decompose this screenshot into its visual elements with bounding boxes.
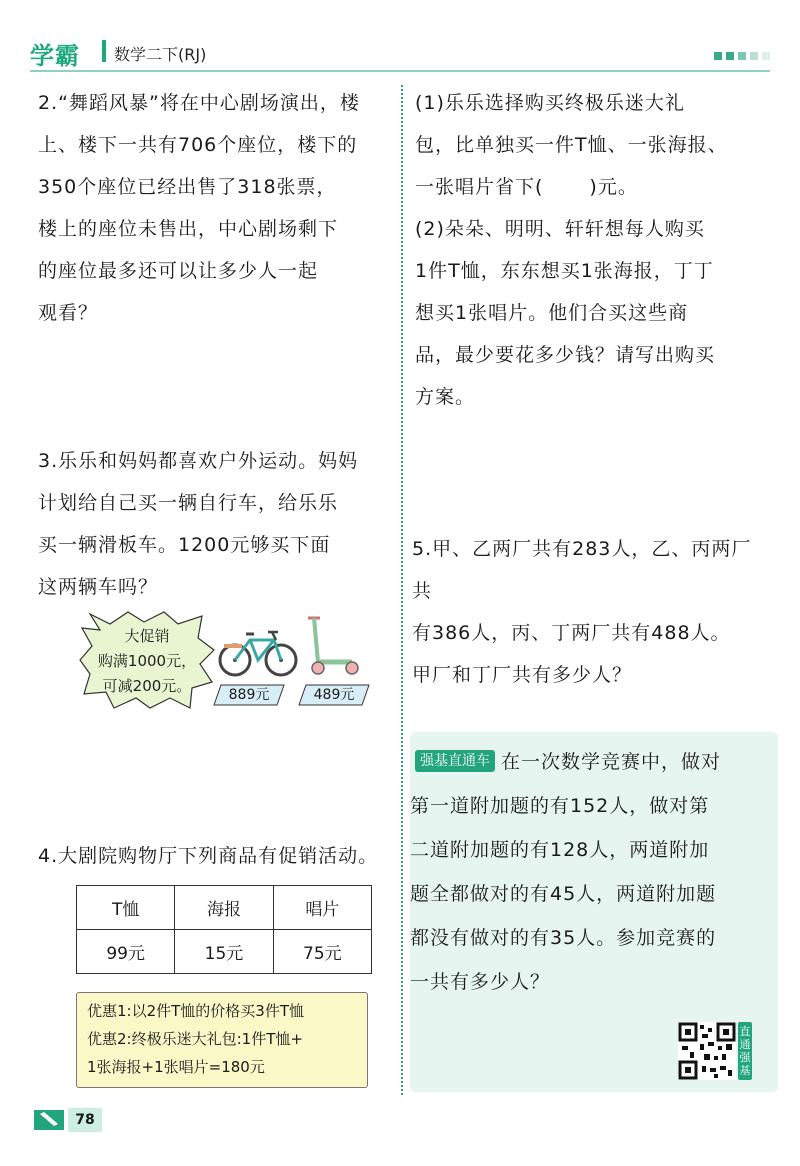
basic-line: 第一道附加题的有152人，做对第	[410, 795, 710, 817]
table-header-cell: T恤	[77, 886, 175, 930]
question-4-intro	[38, 835, 398, 877]
promo-line: 购满1000元，	[97, 652, 197, 670]
scooter-image	[302, 612, 362, 682]
q3-line: 3.乐乐和妈妈都喜欢户外运动。妈妈	[38, 450, 359, 472]
header-rule	[30, 70, 770, 72]
q4-part1-end	[415, 166, 760, 208]
q4-part1-line: 包，比单独买一件T恤、一张海报、	[415, 134, 728, 156]
bicycle-icon	[218, 622, 298, 678]
subject-title: 数学二下(RJ)	[114, 45, 207, 64]
q2-line: 观看？	[38, 302, 99, 324]
logo-separator	[102, 40, 106, 62]
q4-part1-end-before: 一张唱片省下(	[415, 176, 544, 198]
header-dot	[750, 52, 758, 60]
table-row	[77, 886, 372, 930]
header-dot	[738, 52, 746, 60]
basic-badge: 强基直通车	[415, 750, 495, 772]
price-table	[76, 885, 372, 974]
question-5	[412, 528, 762, 696]
offer-line: 1张海报+1张唱片=180元	[87, 1058, 265, 1076]
q2-line: 楼上的座位未售出，中心剧场剩下	[38, 218, 339, 240]
table-cell: 99元	[77, 930, 175, 974]
offer-box	[76, 992, 368, 1088]
q3-line: 计划给自己买一辆自行车，给乐乐	[38, 492, 339, 514]
page-number: 78	[68, 1108, 102, 1132]
header-dot	[726, 52, 734, 60]
basic-line: 都没有做对的有35人。参加竞赛的	[410, 927, 717, 949]
q4-part1-end-after: )元。	[589, 176, 638, 198]
page-header	[30, 34, 770, 74]
basic-section	[410, 740, 762, 1004]
q5-line: 有386人，丙、丁两厂共有488人。	[412, 622, 731, 644]
qr-label: 直通强基	[738, 1022, 752, 1080]
q2-line: 上、楼下一共有706个座位，楼下的	[38, 134, 358, 156]
q3-line: 买一辆滑板车。1200元够买下面	[38, 534, 331, 556]
table-cell: 75元	[273, 930, 371, 974]
book-logo: 学霸	[30, 42, 80, 70]
promo-text	[78, 624, 216, 699]
q4-part2-line: (2)朵朵、明明、轩轩想每人购买	[415, 218, 705, 240]
table-header-cell: 唱片	[273, 886, 371, 930]
q4-part1-line: (1)乐乐选择购买终极乐迷大礼	[415, 92, 685, 114]
qr-code[interactable]	[678, 1022, 736, 1084]
q4-part2-line: 品，最少要花多少钱？请写出购买	[415, 344, 716, 366]
header-dot	[714, 52, 722, 60]
q2-line: 350个座位已经出售了318张票，	[38, 176, 337, 198]
table-cell: 15元	[175, 930, 273, 974]
basic-line: 题全都做对的有45人，两道附加题	[410, 883, 717, 905]
scooter-price-tag	[298, 684, 370, 706]
q4-part2-line: 方案。	[415, 386, 476, 408]
question-2	[38, 82, 388, 334]
offer-line: 优惠1:以2件T恤的价格买3件T恤	[87, 1002, 305, 1020]
q4-part2-line: 想买1张唱片。他们合买这些商	[415, 302, 689, 324]
pencil-icon	[34, 1110, 64, 1134]
table-header-cell: 海报	[175, 886, 273, 930]
promo-line: 可减200元。	[102, 677, 192, 695]
bicycle-price-tag	[213, 684, 285, 706]
header-dots	[714, 52, 770, 60]
q3-line: 这两辆车吗？	[38, 576, 159, 598]
basic-first-text: 在一次数学竞赛中，做对	[501, 751, 722, 773]
offer-line: 优惠2:终极乐迷大礼包:1件T恤+	[87, 1030, 303, 1048]
qr-code-icon	[678, 1022, 736, 1080]
scooter-icon	[302, 612, 362, 678]
q4-part2-line: 1件T恤，东东想买1张海报，丁丁	[415, 260, 714, 282]
header-dot	[762, 52, 770, 60]
basic-line: 一共有多少人？	[410, 971, 551, 993]
column-divider	[401, 85, 403, 1095]
scooter-price: 489元	[313, 687, 355, 703]
question-4-parts	[415, 82, 760, 418]
promo-line: 大促销	[124, 627, 170, 645]
basic-line: 二道附加题的有128人，两道附加	[410, 839, 710, 861]
pencil-shape	[34, 1110, 64, 1130]
table-row	[77, 930, 372, 974]
q2-line: 2.“舞蹈风暴”将在中心剧场演出，楼	[38, 92, 360, 114]
q4-intro: 4.大剧院购物厅下列商品有促销活动。	[38, 845, 379, 867]
q5-line: 甲厂和丁厂共有多少人？	[412, 664, 633, 686]
bicycle-image	[218, 622, 298, 682]
basic-first-line	[410, 740, 762, 784]
bicycle-price: 889元	[228, 687, 270, 703]
q2-line: 的座位最多还可以让多少人一起	[38, 260, 319, 282]
promo-burst	[78, 610, 216, 710]
question-3	[38, 440, 388, 608]
q5-line: 5.甲、乙两厂共有283人，乙、丙两厂共	[412, 538, 752, 602]
